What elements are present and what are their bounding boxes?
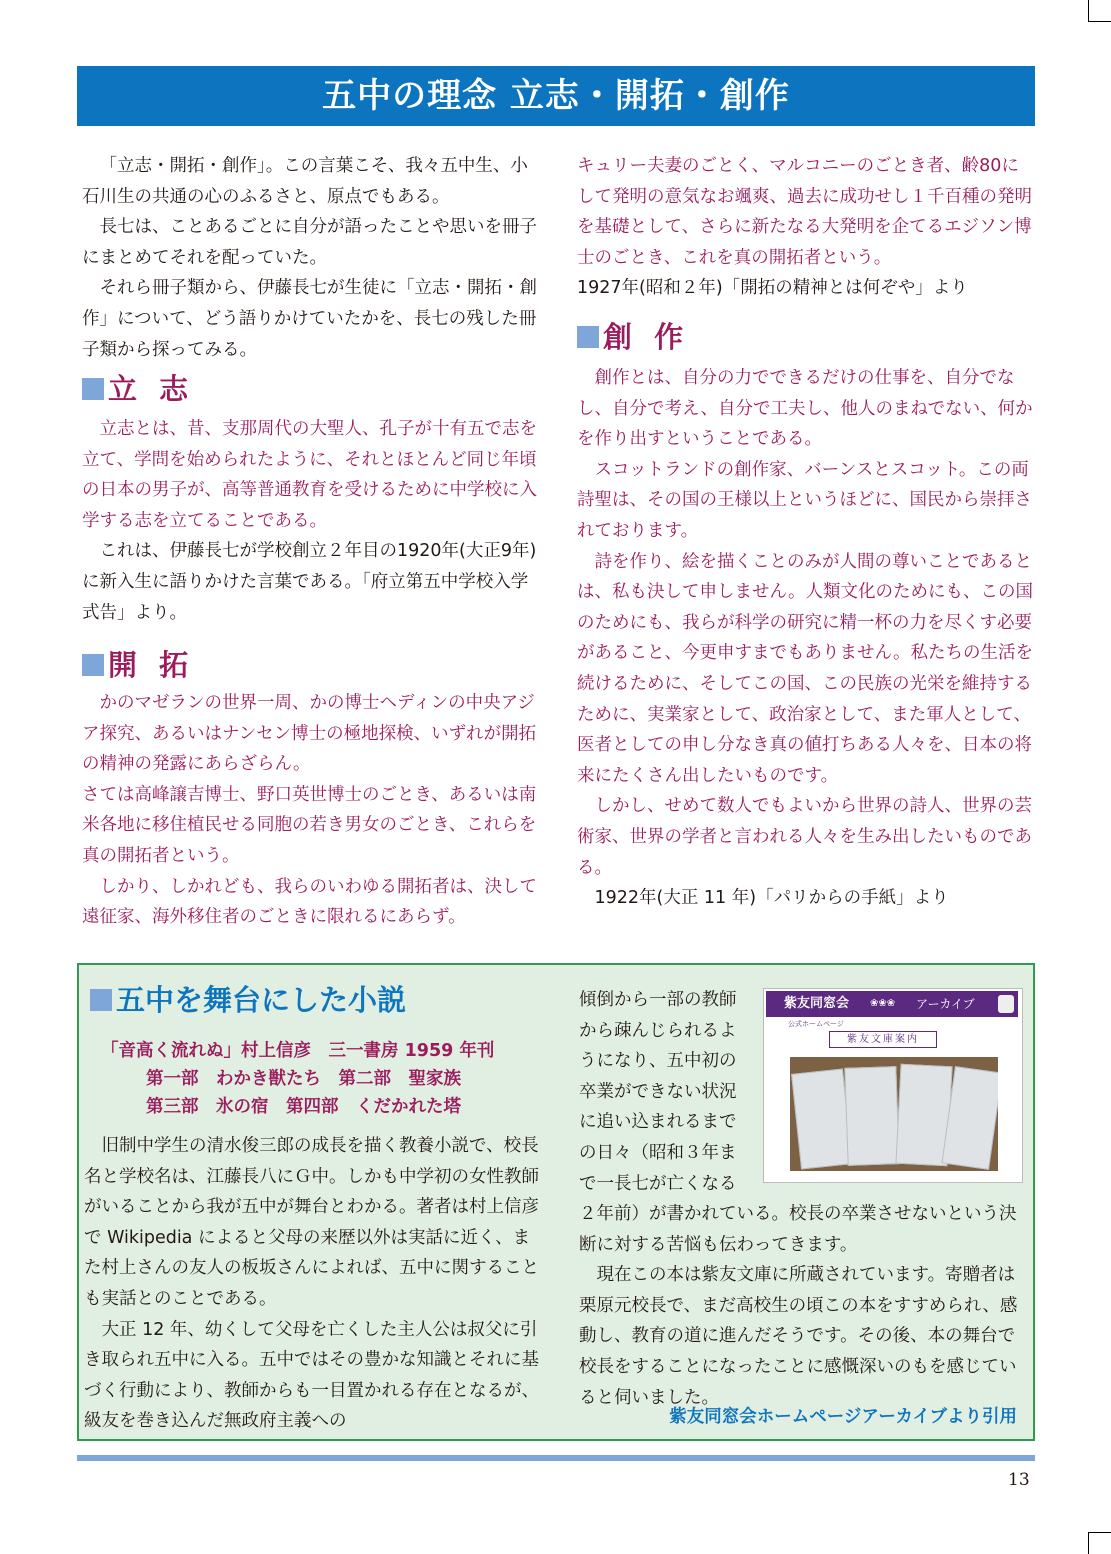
novel-right-paragraph: ２年前）が書かれている。校長の卒業させないという決断に対する苦悩も伝わってきます。 <box>579 1204 1017 1255</box>
novel-paragraph-3: 現在この本は紫友文庫に所蔵されています。寄贈者は栗原元校長で、まだ高校生の頃この本をすすめられ、感動し、教育の道に進んだそうです。その後、本の舞台で校長をすることになったことに感慨深いのもを感じていると伺いました。 <box>579 1265 1018 1408</box>
archive-site-name: 紫友同窓会 <box>784 996 850 1011</box>
square-bullet-icon <box>82 378 104 400</box>
sousaku-paragraph-2: スコットランドの創作家、バーンスとスコット。この両詩聖は、その国の王様以上というほどに、国民から崇拝されております。 <box>577 459 1032 541</box>
kaitaku-quote-2: さては高峰譲吉博士、野口英世博士のごとき、あるいは南米各地に移住植民せる同胞の若き男女のごとき、これらを真の開拓者という。 <box>82 784 537 866</box>
risshi-quote: 立志とは、昔、支那周代の大聖人、孔子が十有五で志を立て、学問を始められたように、それとほとんど同じ年頃の日本の男子が、高等普通教育を受けるために中学校に入学する志を立てることである。 <box>82 419 537 531</box>
crop-mark-top-h <box>1088 21 1111 22</box>
novel-heading: 五中を舞台にした小説 <box>90 983 406 1017</box>
book-cover <box>844 1066 899 1166</box>
novel-box <box>77 963 1035 1441</box>
intro-text <box>82 151 537 365</box>
novel-right-narrow <box>579 985 754 1199</box>
sousaku-text <box>577 363 1035 914</box>
novel-parts-line-2: 第三部 氷の宿 第四部 くだかれた塔 <box>146 1097 461 1117</box>
novel-credit: 紫友同窓会ホームページアーカイブより引用 <box>669 1407 1017 1427</box>
risshi-heading: 立 志 <box>82 372 194 406</box>
sousaku-source: 1922年(大正 11 年)「パリからの手紙」より <box>594 888 949 909</box>
footer-rule <box>77 1455 1035 1461</box>
kaitaku-quote-continued: キュリー夫妻のごとく、マルコニーのごとき者、齢80にして発明の意気なお颯爽、過去に成功せし１千百種の発明を基礎として、さらに新たなる大発明を企てるエジソン博士のごとき、これを真の開拓者という。 <box>577 156 1032 268</box>
novel-narrow-line: うになり、五中初の <box>579 1051 737 1072</box>
kaitaku-quote-3: しかり、しかれども、我らのいわゆる開拓者は、決して遠征家、海外移住者のごときに限れるにあらず。 <box>82 876 537 928</box>
sousaku-heading: 創 作 <box>577 320 689 354</box>
kaitaku-text <box>82 688 537 933</box>
sousaku-paragraph-1: 創作とは、自分の力でできるだけの仕事を、自分でなし、自分で考え、自分で工夫し、他人のまねでない、何かを作り出すということである。 <box>577 368 1033 450</box>
risshi-note: これは、伊藤長七が学校創立２年目の1920年(大正9年)に新入生に語りかけた言葉である。「府立第五中学校入学式告」より。 <box>82 541 537 623</box>
novel-parts-line-1: 第一部 わかき獣たち 第二部 聖家族 <box>146 1069 461 1089</box>
emblem-icon: ❀❀❀ <box>870 998 896 1009</box>
archive-header-bar <box>766 991 1018 1017</box>
intro-paragraph-1: 「立志・開拓・創作」。この言葉こそ、我々五中生、小石川生の共通の心のふるさと、原点でもある。 <box>82 156 528 207</box>
crop-mark-bottom <box>1088 1532 1089 1554</box>
crop-mark-top <box>1088 0 1089 22</box>
archive-subtitle: 公式ホームページ <box>788 1020 844 1028</box>
novel-paragraph-1: 旧制中学生の清水俊三郎の成長を描く教養小説で、校長名と学校名は、江藤長八にＧ中。しかも中学初の女性教師がいることから我が五中が舞台とわかる。著者は村上信彦で Wikipedia によると父母の来歴以外は実話に近く、また村上さんの友人の板坂さんによれば、五中に関することも実話とのことである。 <box>84 1136 539 1309</box>
archive-screenshot <box>763 988 1023 1183</box>
crop-mark-bottom-h <box>1088 1532 1111 1533</box>
novel-narrow-line: に追い込まれるまで <box>579 1112 737 1133</box>
novel-left-text <box>84 1131 539 1437</box>
books-photo <box>790 1057 998 1171</box>
square-bullet-icon <box>577 326 599 348</box>
kaitaku-continued <box>577 151 1035 304</box>
square-bullet-icon <box>82 654 104 676</box>
sousaku-paragraph-3: 詩を作り、絵を描くことのみが人間の尊いことであるとは、私も決して申しません。人類文化のためにも、この国のためにも、我らが科学の研究に精一杯の力を尽くす必要があること、今更申すまでもありません。私たちの生活を続けるために、そしてこの国、この民族の光栄を維持するために、実業家として、政治家として、また軍人として、医者としての申し分なき真の値打ちある人々を、日本の将来にたくさん出したいものです。 <box>577 551 1034 786</box>
archive-label: アーカイブ <box>916 997 975 1011</box>
book-cover <box>791 1069 853 1170</box>
novel-right-wide <box>579 1199 1024 1413</box>
kaitaku-quote-1: かのマゼランの世界一周、かの博士ヘディンの中央アジア探究、あるいはナンセン博士の極地探検、いずれが開拓の精神の発露にあらざらん。 <box>82 693 537 775</box>
square-bullet-icon <box>90 989 112 1011</box>
intro-paragraph-3: それら冊子類から、伊藤長七が生徒に「立志・開拓・創作」について、どう語りかけていたかを、長七の残した冊子類から探ってみる。 <box>82 278 537 360</box>
sousaku-paragraph-4: しかし、せめて数人でもよいから世界の詩人、世界の芸術家、世界の学者と言われる人々を生み出したいものである。 <box>577 796 1032 878</box>
kaitaku-source: 1927年(昭和２年)「開拓の精神とは何ぞや」より <box>577 278 968 299</box>
novel-narrow-line: から疎んじられるよ <box>579 1020 737 1041</box>
novel-narrow-line: 卒業ができない状況 <box>579 1081 737 1102</box>
novel-narrow-line: 傾倒から一部の教師 <box>579 990 737 1010</box>
kaitaku-heading: 開 拓 <box>82 648 194 682</box>
school-logo-icon <box>998 995 1014 1013</box>
page-title: 五中の理念 立志・開拓・創作 <box>77 66 1035 126</box>
page-number: 13 <box>1008 1470 1030 1490</box>
novel-book-line: 「音高く流れぬ」村上信彦 三一書房 1959 年刊 <box>101 1041 495 1061</box>
novel-narrow-line: で一長七が亡くなる <box>579 1173 737 1194</box>
library-label: 紫友文庫案内 <box>829 1031 937 1048</box>
novel-paragraph-2: 大正 12 年、幼くして父母を亡くした主人公は叔父に引き取られ五中に入る。五中ではその豊かな知識とそれに基づく行動により、教師からも一目置かれる存在となるが、級友を巻き込んだ無政府主義への <box>84 1319 539 1432</box>
risshi-text <box>82 414 537 628</box>
novel-narrow-line: の日々（昭和３年ま <box>579 1142 737 1163</box>
intro-paragraph-2: 長七は、ことあるごとに自分が語ったことや思いを冊子にまとめてそれを配っていた。 <box>82 217 537 268</box>
